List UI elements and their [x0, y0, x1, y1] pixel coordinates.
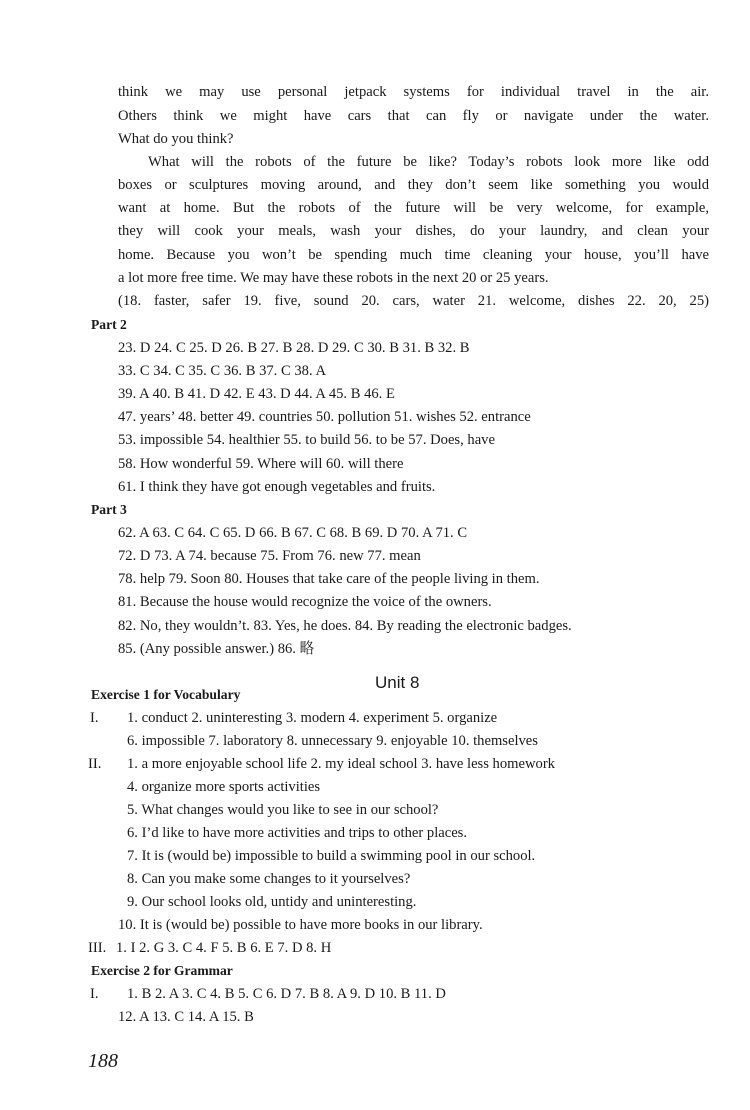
answer-line: 1. a more enjoyable school life 2. my ideal school 3. have less homework	[127, 756, 555, 772]
answer-line: 39. A 40. B 41. D 42. E 43. D 44. A 45. B 46. E	[118, 386, 395, 402]
passage-line: want at home. But the robots of the future will be very welcome, for example,	[118, 200, 709, 216]
answer-line: 1. B 2. A 3. C 4. B 5. C 6. D 7. B 8. A 9. D 10. B 11. D	[127, 986, 446, 1002]
answer-line: 9. Our school looks old, untidy and uninteresting.	[127, 894, 417, 910]
answer-line: 33. C 34. C 35. C 36. B 37. C 38. A	[118, 363, 326, 379]
passage-line: think we may use personal jetpack systems for individual travel in the air.	[118, 84, 709, 100]
answer-line: 62. A 63. C 64. C 65. D 66. B 67. C 68. B 69. D 70. A 71. C	[118, 525, 468, 541]
part2-heading: Part 2	[91, 317, 127, 332]
section-label: III.	[88, 940, 107, 956]
answer-line: 1. conduct 2. uninteresting 3. modern 4. experiment 5. organize	[127, 710, 498, 726]
answer-line: 1. I 2. G 3. C 4. F 5. B 6. E 7. D 8. H	[116, 940, 332, 956]
answer-line: 82. No, they wouldn’t. 83. Yes, he does. 84. By reading the electronic badges.	[118, 618, 572, 634]
answer-line: 4. organize more sports activities	[127, 779, 321, 795]
answer-line: 81. Because the house would recognize the voice of the owners.	[118, 594, 492, 610]
answer-line: 12. A 13. C 14. A 15. B	[118, 1009, 254, 1025]
section-label: I.	[90, 710, 99, 726]
passage-line: Others think we might have cars that can fly or navigate under the water.	[118, 108, 709, 124]
answer-line: 5. What changes would you like to see in our school?	[127, 802, 439, 818]
exercise1-heading: Exercise 1 for Vocabulary	[91, 687, 241, 702]
answer-line: 58. How wonderful 59. Where will 60. will there	[118, 456, 404, 472]
answer-line: 47. years’ 48. better 49. countries 50. pollution 51. wishes 52. entrance	[118, 409, 531, 425]
answer-line: 78. help 79. Soon 80. Houses that take care of the people living in them.	[118, 571, 540, 587]
passage-line: What will the robots of the future be like? Today’s robots look more like odd	[148, 154, 709, 170]
answer-line: 72. D 73. A 74. because 75. From 76. new 77. mean	[118, 548, 421, 564]
answer-line: 85. (Any possible answer.) 86. 略	[118, 641, 315, 657]
passage-line: What do you think?	[118, 131, 234, 147]
answer-line: 6. impossible 7. laboratory 8. unnecessary 9. enjoyable 10. themselves	[127, 733, 538, 749]
section-label: II.	[88, 756, 102, 772]
section-label: I.	[90, 986, 99, 1002]
answer-line: 23. D 24. C 25. D 26. B 27. B 28. D 29. C 30. B 31. B 32. B	[118, 340, 470, 356]
passage-line: boxes or sculptures moving around, and they don’t seem like something you would	[118, 177, 709, 193]
answer-line: 6. I’d like to have more activities and trips to other places.	[127, 825, 468, 841]
answer-line: 8. Can you make some changes to it yourselves?	[127, 871, 411, 887]
part3-heading: Part 3	[91, 502, 127, 517]
exercise2-heading: Exercise 2 for Grammar	[91, 963, 233, 978]
answer-line: 61. I think they have got enough vegetables and fruits.	[118, 479, 436, 495]
passage-line: home. Because you won’t be spending much time cleaning your house, you’ll have	[118, 247, 709, 263]
page-number: 188	[88, 1050, 118, 1072]
passage-line: a lot more free time. We may have these robots in the next 20 or 25 years.	[118, 270, 549, 286]
answer-line: 10. It is (would be) possible to have more books in our library.	[118, 917, 483, 933]
passage-line: they will cook your meals, wash your dishes, do your laundry, and clean your	[118, 223, 709, 239]
answer-line: 53. impossible 54. healthier 55. to build 56. to be 57. Does, have	[118, 432, 495, 448]
answer-line: 7. It is (would be) impossible to build a swimming pool in our school.	[127, 848, 536, 864]
unit-title: Unit 8	[375, 673, 420, 692]
passage-answers: (18. faster, safer 19. five, sound 20. cars, water 21. welcome, dishes 22. 20, 25)	[118, 293, 709, 309]
